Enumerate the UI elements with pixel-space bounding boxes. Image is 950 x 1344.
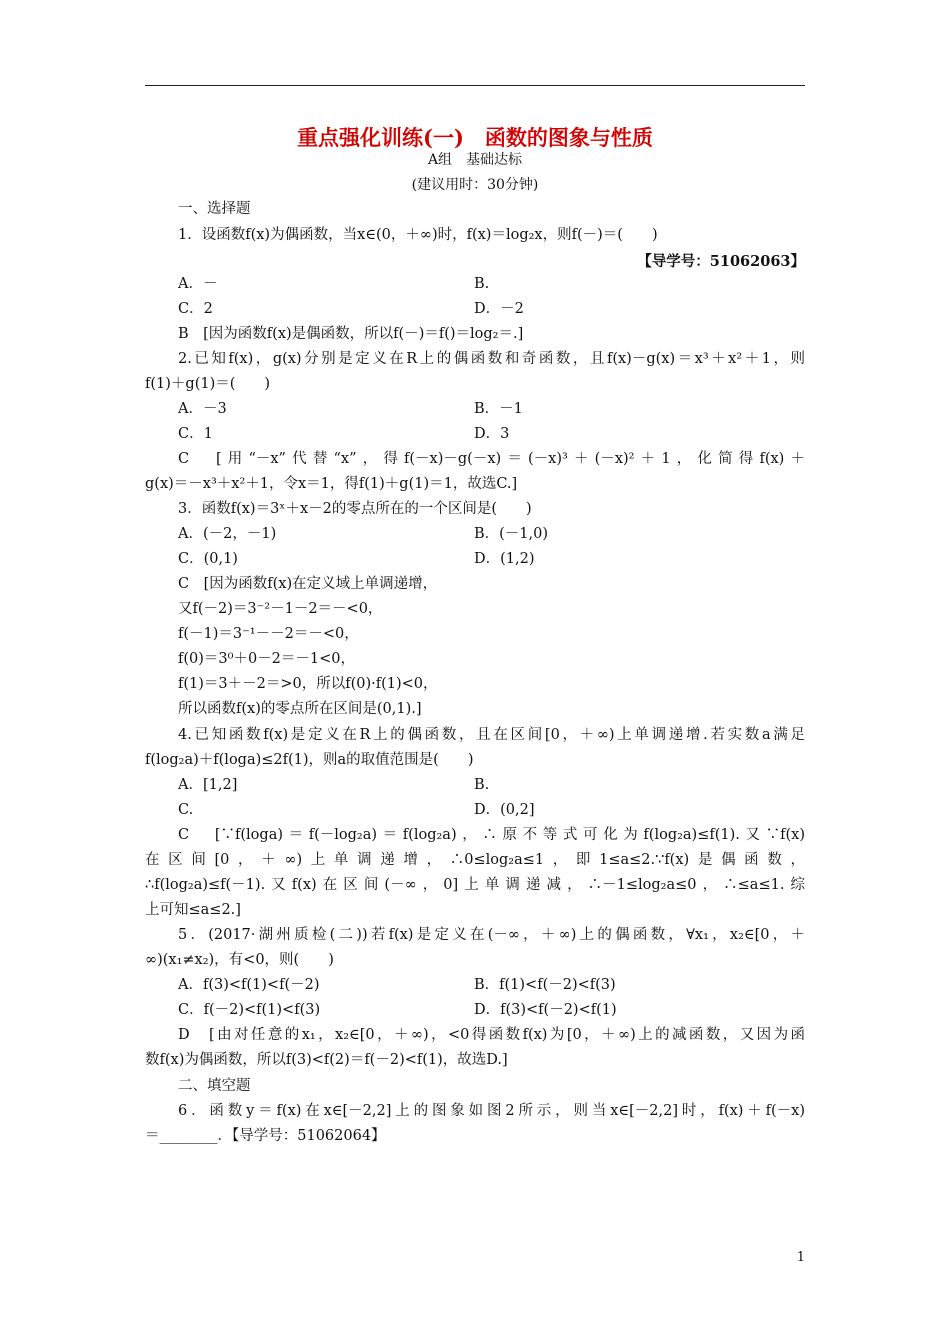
option: C．1: [178, 426, 213, 442]
question-text: f(log₂a)＋f(loga)≤2f(1)，则a的取值范围是( ): [145, 752, 474, 768]
time-hint: (建议用时：30分钟): [411, 177, 539, 193]
answer-text: g(x)＝－x³＋x²＋1，令x＝1，得f(1)＋g(1)＝1，故选C.]: [145, 476, 518, 492]
option: A．[1,2]: [178, 777, 238, 793]
option: D．3: [474, 426, 510, 442]
option: A．－3: [178, 401, 227, 417]
answer-text: ∴f(log₂a)≤f(－1).又f(x)在区间(－∞，0]上单调递减，∴－1≤log₂a≤0，∴≤a≤1.综: [145, 877, 805, 893]
question-text: 3．函数f(x)＝3ˣ＋x－2的零点所在的一个区间是( ): [178, 501, 532, 517]
section-heading: 一、选择题: [178, 201, 251, 217]
option: A．f(3)<f(1)<f(－2): [178, 977, 320, 993]
option: C.: [178, 802, 194, 818]
page-number: 1: [796, 1250, 805, 1265]
answer-text: 上可知≤a≤2.]: [145, 902, 241, 918]
page-title: 重点强化训练(一) 函数的图象与性质: [297, 125, 653, 150]
answer-text: 又f(－2)＝3⁻²－1－2＝－<0，: [178, 601, 383, 617]
question-text: ∞)(x₁≠x₂)，有<0，则( ): [145, 952, 334, 968]
question-text: 2.已知f(x)，g(x)分别是定义在R上的偶函数和奇函数，且f(x)－g(x)＝x³＋x²＋1，则: [178, 351, 805, 367]
option: D．－2: [474, 301, 524, 317]
answer-text: B [因为函数f(x)是偶函数，所以f(－)＝f()＝log₂＝.]: [178, 326, 524, 342]
option: B．(－1,0): [474, 526, 549, 542]
option: B．f(1)<f(－2)<f(3): [474, 977, 616, 993]
answer-text: f(－1)＝3⁻¹－－2＝－<0，: [178, 626, 359, 642]
option: A．(－2，－1): [178, 526, 277, 542]
question-text: ＝________．【导学号：51062064】: [145, 1128, 386, 1144]
option: C．f(－2)<f(1)<f(3): [178, 1002, 321, 1018]
question-text: 6．函数y＝f(x)在x∈[－2,2]上的图象如图2所示，则当x∈[－2,2]时，f(x)＋f(－x): [178, 1103, 805, 1119]
answer-text: C [用“－x”代替“x”，得f(－x)－g(－x)＝(－x)³＋(－x)²＋1，化简得f(x)＋: [178, 451, 805, 467]
question-text: 5．(2017·湖州质检(二))若f(x)是定义在(－∞，＋∞)上的偶函数，∀x₁，x₂∈[0，＋: [178, 927, 805, 943]
answer-text: f(1)＝3＋－2＝>0，所以f(0)·f(1)<0，: [178, 676, 438, 692]
answer-text: 在区间[0，＋∞)上单调递增，∴0≤log₂a≤1，即1≤a≤2.∵f(x)是偶函数，: [145, 852, 805, 868]
option: D．(1,2): [474, 551, 535, 567]
option: D．(0,2]: [474, 802, 535, 818]
header-rule: [145, 85, 805, 86]
question-text: 4.已知函数f(x)是定义在R上的偶函数，且在区间[0，＋∞)上单调递增.若实数a满足: [178, 727, 805, 743]
option: A．－: [178, 276, 218, 292]
section-heading: 二、填空题: [178, 1078, 251, 1094]
answer-text: 所以函数f(x)的零点所在区间是(0,1).]: [178, 701, 422, 717]
option: C．(0,1): [178, 551, 238, 567]
answer-text: f(0)＝3⁰＋0－2＝－1<0，: [178, 651, 355, 667]
option: B.: [474, 777, 490, 793]
reference-number: 【导学号：51062063】: [637, 253, 805, 270]
answer-text: C [因为函数f(x)在定义域上单调递增，: [178, 576, 438, 592]
option: D．f(3)<f(－2)<f(1): [474, 1002, 617, 1018]
option: B.: [474, 276, 490, 292]
option: C．2: [178, 301, 213, 317]
question-text: f(1)＋g(1)＝( ): [145, 376, 271, 392]
group-label: A组 基础达标: [427, 152, 523, 168]
question-text: 1．设函数f(x)为偶函数，当x∈(0，＋∞)时，f(x)＝log₂x，则f(－)＝( ): [178, 227, 658, 243]
answer-text: 数f(x)为偶函数，所以f(3)<f(2)＝f(－2)<f(1)，故选D.]: [145, 1052, 508, 1068]
answer-text: C [∵f(loga)＝f(－log₂a)＝f(log₂a)，∴原不等式可化为f(log₂a)≤f(1).又∵f(x): [178, 827, 805, 843]
answer-text: D [由对任意的x₁，x₂∈[0，＋∞)，<0得函数f(x)为[0，＋∞)上的减函数，又因为函: [178, 1027, 805, 1043]
option: B．－1: [474, 401, 523, 417]
